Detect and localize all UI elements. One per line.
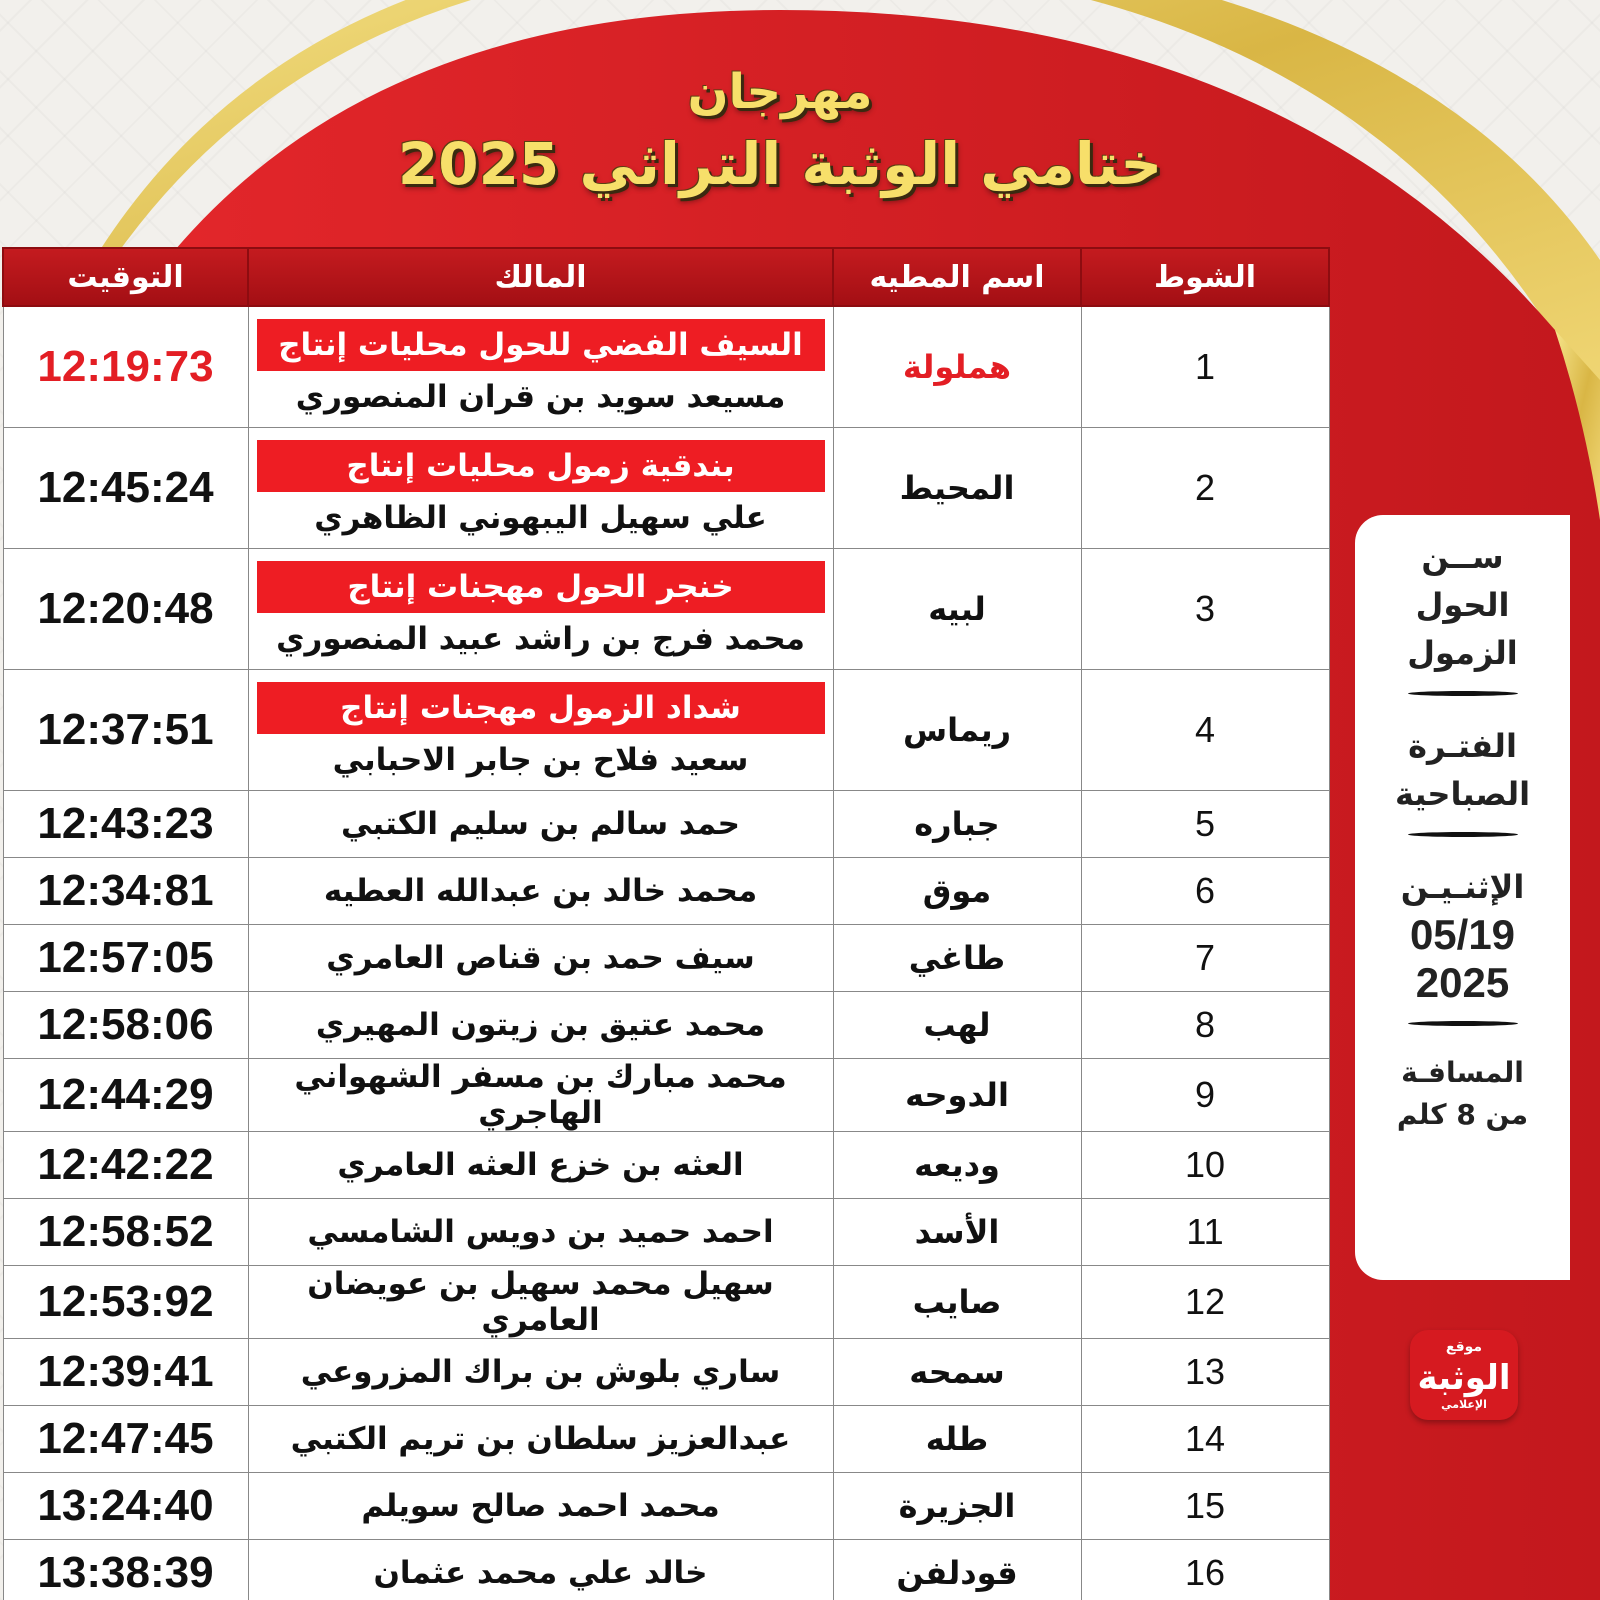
time-cell: [3, 1198, 248, 1265]
time-cell: [3, 924, 248, 991]
distance-value: من 8 كلم: [1396, 1098, 1529, 1131]
round-number: 10: [1081, 1131, 1329, 1198]
logo-main-text: الوثبة: [1417, 1358, 1511, 1398]
table-row: [3, 427, 1329, 548]
owner-name: سيف حمد بن قناص العامري: [326, 939, 755, 976]
prize-banner: شداد الزمول مهجنات إنتاج: [257, 682, 825, 734]
round-number: 3: [1081, 548, 1329, 669]
owner-name: علي سهيل اليبهوني الظاهري: [314, 499, 767, 536]
table-row: [3, 857, 1329, 924]
table-row: [3, 1198, 1329, 1265]
owner-cell: [248, 1472, 833, 1539]
camel-name: لبيه: [928, 589, 986, 628]
owner-cell: [248, 669, 833, 790]
camel-name: جباره: [914, 804, 1000, 843]
period-label: الفتـرة: [1408, 727, 1517, 765]
time-cell: [3, 1131, 248, 1198]
race-time: 12:43:23: [37, 798, 214, 848]
camel-cell: [833, 548, 1081, 669]
race-time: 13:24:40: [37, 1480, 214, 1530]
time-cell: [3, 1405, 248, 1472]
owner-name: محمد فرج بن راشد عبيد المنصوري: [276, 620, 805, 657]
age-value-1: الحول: [1415, 586, 1510, 624]
owner-name: مسيعد سويد بن قران المنصوري: [295, 378, 786, 415]
table-row: [3, 1265, 1329, 1338]
round-number: 1: [1081, 306, 1329, 427]
logo-bottom-text: الإعلامي: [1441, 1398, 1487, 1411]
results-table: [2, 247, 1330, 1600]
divider: [1408, 832, 1518, 837]
race-time: 12:47:45: [37, 1413, 214, 1463]
table-row: [3, 1131, 1329, 1198]
round-number: 5: [1081, 790, 1329, 857]
race-time: 12:39:41: [37, 1346, 214, 1396]
owner-name: العثه بن خزع العثه العامري: [337, 1146, 744, 1183]
age-value-2: الزمول: [1407, 634, 1518, 672]
race-info-panel: [1355, 515, 1570, 1280]
table-row: [3, 1405, 1329, 1472]
time-cell: [3, 1338, 248, 1405]
time-cell: [3, 1539, 248, 1600]
owner-name: عبدالعزيز سلطان بن تريم الكتبي: [290, 1420, 791, 1457]
camel-cell: [833, 1472, 1081, 1539]
owner-cell: [248, 1539, 833, 1600]
camel-name: طاغي: [908, 938, 1006, 977]
time-cell: [3, 306, 248, 427]
logo-top-text: موقع: [1445, 1339, 1483, 1355]
date-year: 2025: [1415, 959, 1510, 1006]
table-row: [3, 306, 1329, 427]
camel-cell: [833, 1338, 1081, 1405]
camel-cell: [833, 427, 1081, 548]
owner-name: حمد سالم بن سليم الكتبي: [341, 805, 740, 842]
camel-cell: [833, 1131, 1081, 1198]
date-day-month: 05/19: [1409, 911, 1516, 958]
day-label: الإثنـيـن: [1400, 868, 1525, 906]
time-cell: [3, 1058, 248, 1131]
owner-cell: [248, 548, 833, 669]
camel-name: ريماس: [902, 710, 1012, 749]
owner-name: خالد علي محمد عثمان: [373, 1554, 708, 1591]
divider: [1408, 691, 1518, 696]
round-number: 6: [1081, 857, 1329, 924]
camel-cell: [833, 924, 1081, 991]
race-time: 12:58:52: [37, 1206, 214, 1256]
round-number: 16: [1081, 1539, 1329, 1600]
age-label: ســن: [1421, 538, 1504, 576]
owner-cell: [248, 1058, 833, 1131]
round-number: 9: [1081, 1058, 1329, 1131]
table-header-row: [3, 248, 1329, 306]
camel-cell: [833, 306, 1081, 427]
camel-name: الدوحه: [905, 1075, 1009, 1114]
camel-cell: [833, 790, 1081, 857]
time-cell: [3, 669, 248, 790]
table-row: [3, 924, 1329, 991]
race-time: 12:19:73: [37, 341, 214, 391]
owner-cell: [248, 1405, 833, 1472]
race-time: 12:34:81: [37, 865, 214, 915]
camel-name: سمحه: [909, 1352, 1005, 1391]
title-line-2: ختامي الوثبة التراثي 2025: [397, 130, 1163, 198]
camel-name: المحيط: [899, 468, 1015, 507]
prize-banner: السيف الفضي للحول محليات إنتاج: [257, 319, 825, 371]
owner-cell: [248, 924, 833, 991]
race-time: 12:58:06: [37, 999, 214, 1049]
time-cell: [3, 857, 248, 924]
owner-cell: [248, 1265, 833, 1338]
owner-name: محمد احمد صالح سويلم: [361, 1487, 720, 1524]
owner-cell: [248, 1131, 833, 1198]
owner-name: ساري بلوش بن براك المزروعي: [300, 1353, 781, 1390]
race-time: 12:20:48: [37, 583, 214, 633]
round-number: 4: [1081, 669, 1329, 790]
race-time: 12:45:24: [37, 462, 214, 512]
camel-name: موق: [922, 871, 992, 910]
table-row: [3, 1472, 1329, 1539]
camel-name: طله: [925, 1419, 989, 1458]
table-row: [3, 1058, 1329, 1131]
race-time: 12:42:22: [37, 1139, 214, 1189]
race-time: 12:57:05: [37, 932, 214, 982]
page-title: [300, 60, 1260, 204]
race-time: 12:44:29: [37, 1069, 214, 1119]
owner-name: احمد حميد بن دويس الشامسي: [307, 1213, 774, 1250]
header-round: الشوط: [1081, 248, 1329, 306]
camel-name: قودلفن: [896, 1553, 1018, 1592]
owner-name: محمد عتيق بن زيتون المهيري: [315, 1006, 766, 1043]
round-number: 13: [1081, 1338, 1329, 1405]
table-row: [3, 1539, 1329, 1600]
camel-name: الجزيرة: [898, 1486, 1016, 1525]
divider: [1408, 1021, 1518, 1026]
owner-cell: [248, 991, 833, 1058]
camel-cell: [833, 1198, 1081, 1265]
camel-cell: [833, 1058, 1081, 1131]
header-camel: اسم المطيه: [833, 248, 1081, 306]
owner-cell: [248, 857, 833, 924]
brand-logo: [1410, 1330, 1518, 1420]
round-number: 14: [1081, 1405, 1329, 1472]
camel-cell: [833, 857, 1081, 924]
time-cell: [3, 790, 248, 857]
race-time: 12:53:92: [37, 1276, 214, 1326]
time-cell: [3, 427, 248, 548]
owner-cell: [248, 306, 833, 427]
camel-name: وديعه: [914, 1145, 1000, 1184]
camel-name: الأسد: [914, 1212, 1000, 1251]
owner-name: سعيد فلاح بن جابر الاحبابي: [332, 741, 749, 778]
camel-cell: [833, 1539, 1081, 1600]
owner-cell: [248, 427, 833, 548]
round-number: 2: [1081, 427, 1329, 548]
race-time: 13:38:39: [37, 1547, 214, 1597]
owner-cell: [248, 1338, 833, 1405]
camel-name: لهب: [923, 1005, 991, 1044]
camel-cell: [833, 669, 1081, 790]
prize-banner: بندقية زمول محليات إنتاج: [257, 440, 825, 492]
camel-cell: [833, 1405, 1081, 1472]
owner-name: محمد مبارك بن مسفر الشهواني الهاجري: [294, 1058, 787, 1131]
time-cell: [3, 991, 248, 1058]
owner-cell: [248, 790, 833, 857]
camel-cell: [833, 1265, 1081, 1338]
round-number: 12: [1081, 1265, 1329, 1338]
owner-cell: [248, 1198, 833, 1265]
round-number: 7: [1081, 924, 1329, 991]
table-row: [3, 790, 1329, 857]
round-number: 11: [1081, 1198, 1329, 1265]
owner-name: محمد خالد بن عبدالله العطيه: [323, 872, 758, 909]
prize-banner: خنجر الحول مهجنات إنتاج: [257, 561, 825, 613]
round-number: 15: [1081, 1472, 1329, 1539]
camel-name: صايب: [912, 1282, 1002, 1321]
race-time: 12:37:51: [37, 704, 214, 754]
round-number: 8: [1081, 991, 1329, 1058]
header-owner: المالك: [248, 248, 833, 306]
time-cell: [3, 1265, 248, 1338]
table-row: [3, 669, 1329, 790]
time-cell: [3, 548, 248, 669]
period-value: الصباحية: [1394, 775, 1531, 813]
time-cell: [3, 1472, 248, 1539]
owner-name: سهيل محمد سهيل بن عويضان العامري: [307, 1265, 774, 1338]
camel-cell: [833, 991, 1081, 1058]
camel-name: هملولة: [902, 347, 1012, 386]
table-row: [3, 991, 1329, 1058]
table-row: [3, 1338, 1329, 1405]
header-time: التوقيت: [3, 248, 248, 306]
title-line-1: مهرجان: [687, 64, 873, 120]
distance-label: المسافـة: [1401, 1056, 1524, 1089]
table-row: [3, 548, 1329, 669]
